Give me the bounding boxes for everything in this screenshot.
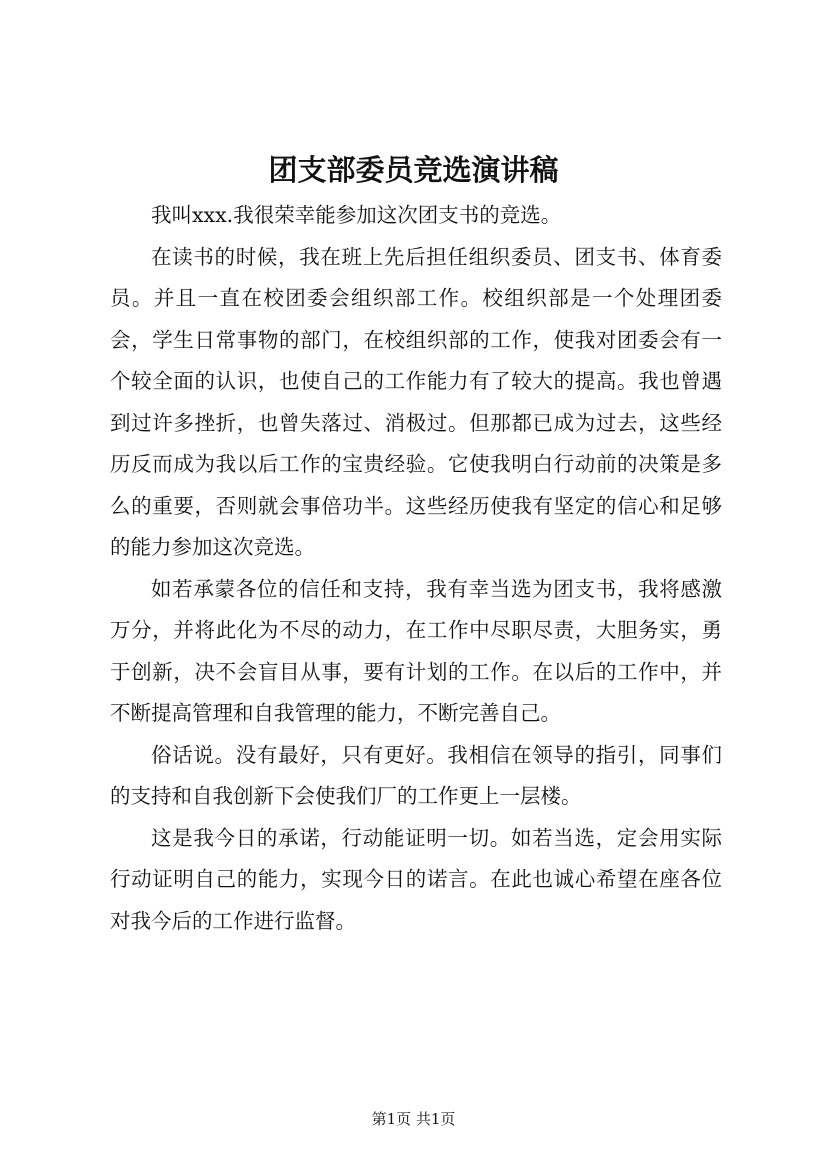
document-body bbox=[110, 195, 722, 942]
paragraph-3: 如若承蒙各位的信任和支持，我有幸当选为团支书，我将感激万分，并将此化为不尽的动力，在工作中尽职尽责，大胆务实，勇于创新，决不会盲目从事，要有计划的工作。在以后的工作中，并不断提高管理和自我管理的能力，不断完善自己。 bbox=[110, 576, 722, 725]
paragraph-4: 俗话说。没有最好，只有更好。我相信在领导的指引，同事们的支持和自我创新下会使我们厂的工作更上一层楼。 bbox=[110, 742, 722, 808]
paragraph-5: 这是我今日的承诺，行动能证明一切。如若当选，定会用实际行动证明自己的能力，实现今日的诺言。在此也诚心希望在座各位对我今后的工作进行监督。 bbox=[110, 825, 722, 933]
paragraph-2: 在读书的时候，我在班上先后担任组织委员、团支书、体育委员。并且一直在校团委会组织部工作。校组织部是一个处理团委会，学生日常事物的部门，在校组织部的工作，使我对团委会有一个较全面的认识，也使自己的工作能力有了较大的提高。我也曾遇到过许多挫折，也曾失落过、消极过。但那都已成为过去，这些经历反而成为我以后工作的宝贵经验。它使我明白行动前的决策是多么的重要，否则就会事倍功半。这些经历使我有坚定的信心和足够的能力参加这次竞选。 bbox=[110, 244, 722, 559]
document-title: 团支部委员竞选演讲稿 bbox=[268, 153, 559, 187]
paragraph-1: 我叫xxx.我很荣幸能参加这次团支书的竞选。 bbox=[151, 203, 562, 227]
page-footer: 第1页 共1页 bbox=[371, 1110, 456, 1128]
